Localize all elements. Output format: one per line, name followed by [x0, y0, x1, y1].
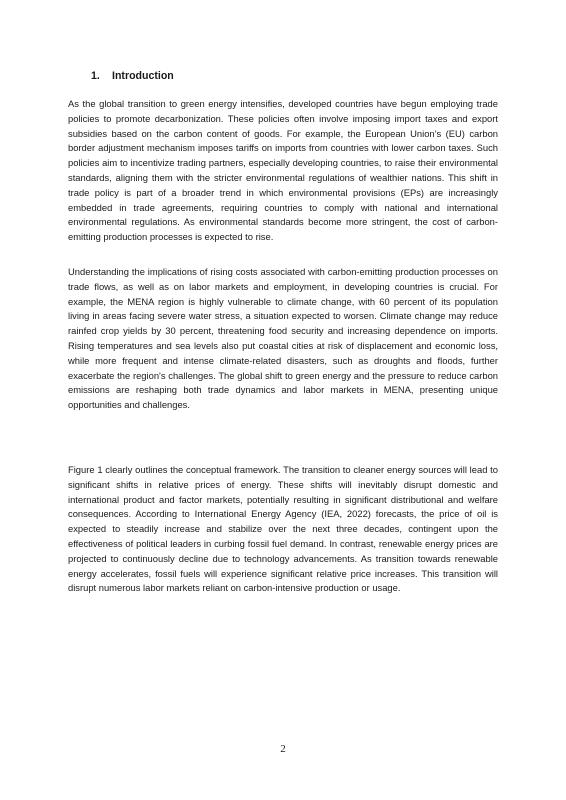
section-title: Introduction: [112, 70, 174, 82]
section-heading: [91, 69, 174, 83]
page-number: 2: [280, 743, 286, 755]
section-number: 1.: [91, 70, 100, 82]
paragraph-2: Understanding the implications of rising costs associated with carbon-emitting production processes on trade flows, as well as on labor markets and employment, in developing countries is crucial. For example, the MENA region is highly vulnerable to climate change, with 60 percent of its population living in areas facing severe water stress, a situation expected to worsen. Climate change may reduce rainfed crop yields by 30 percent, threatening food security and increasing dependence on imports. Rising temperatures and sea levels also put coastal cities at risk of displacement and economic loss, while more frequent and intense climate-related disasters, such as droughts and floods, further exacerbate the region's challenges. The global shift to green energy and the pressure to reduce carbon emissions are reshaping both trade dynamics and labor markets in MENA, presenting unique opportunities and challenges.: [68, 266, 498, 411]
paragraph-1: As the global transition to green energy intensifies, developed countries have begun employing trade policies to promote decarbonization. These policies often involve imposing import taxes and export subsidies based on the carbon content of goods. For example, the European Union’s (EU) carbon border adjustment mechanism imposes tariffs on imports from countries with lower carbon taxes. Such policies aim to incentivize trading partners, especially developing countries, to raise their environmental standards, aligning them with the stricter environmental regulations of wealthier nations. This shift in trade policy is part of a broader trend in which environmental provisions (EPs) are increasingly embedded in trade agreements, requiring countries to comply with national and international environmental regulations. As environmental standards become more stringent, the cost of carbon-emitting production processes is expected to rise.: [68, 98, 498, 243]
paragraph-3: Figure 1 clearly outlines the conceptual framework. The transition to cleaner energy sources will lead to significant shifts in relative prices of energy. These shifts will inevitably disrupt domestic and international product and factor markets, potentially resulting in significant distributional and welfare consequences. According to International Energy Agency (IEA, 2022) forecasts, the price of oil is expected to steadily increase and stabilize over the next three decades, contingent upon the effectiveness of political leaders in curbing fossil fuel demand. In contrast, renewable energy prices are projected to continuously decline due to technology advancements. As transition towards renewable energy accelerates, fossil fuels will experience significant relative price increases. This transition will disrupt numerous labor markets reliant on carbon-intensive production or usage.: [68, 464, 498, 594]
